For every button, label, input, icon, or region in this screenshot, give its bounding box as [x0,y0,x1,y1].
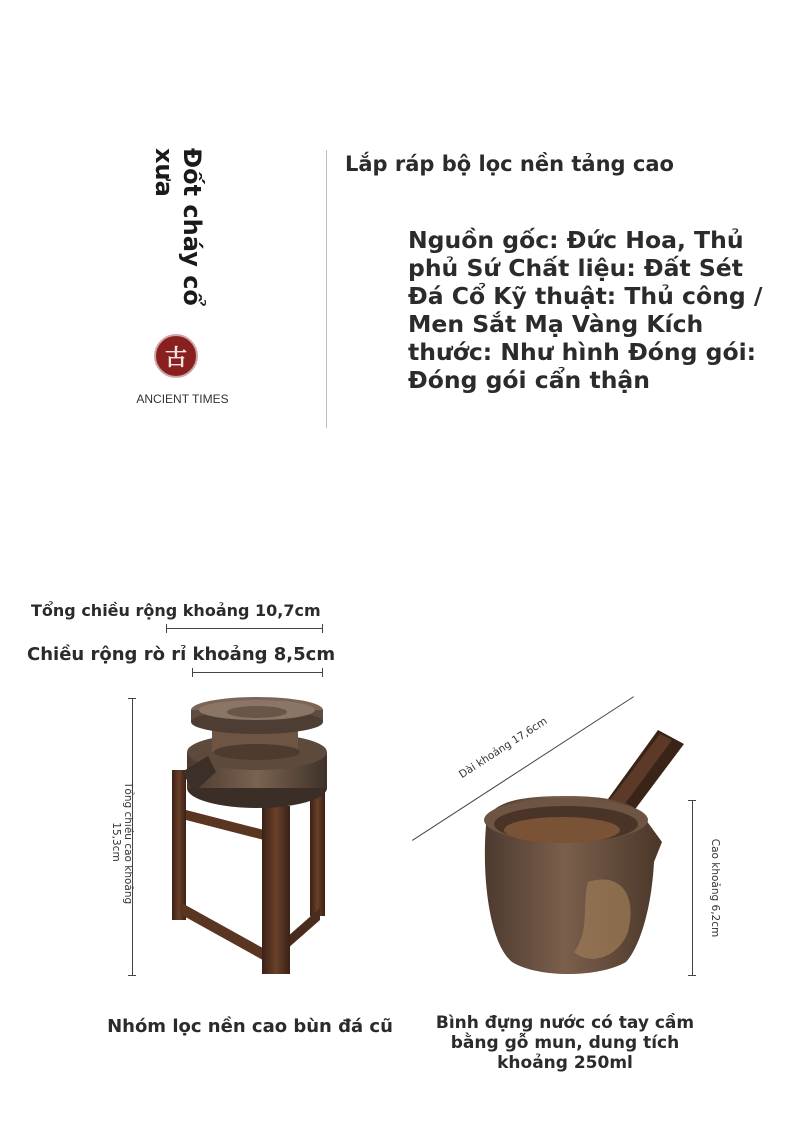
total-height-tick-top [128,698,136,699]
total-height-tick-bottom [128,975,136,976]
section-heading: Lắp ráp bộ lọc nền tảng cao [345,152,674,176]
product-specification: Nguồn gốc: Đức Hoa, Thủ phủ Sứ Chất liệu: Đất Sét Đá Cổ Kỹ thuật: Thủ công / Men Sắt Mạ Vàng Kích thước: Như hình Đóng gói: Đóng gói cẩn thận [408,226,763,394]
total-width-label: Tổng chiều rộng khoảng 10,7cm [31,601,321,620]
height-label: Cao khoảng 6,2cm [709,838,721,938]
total-height-label [110,782,134,905]
filter-caption: Nhóm lọc nền cao bùn đá cũ [107,1016,393,1037]
height-tick-top [688,800,696,801]
pitcher-image [478,722,688,980]
leak-width-tick-right [322,668,323,677]
brand-seal-logo [154,334,198,378]
brand-latin-name: ANCIENT TIMES [136,392,229,406]
leak-width-line [192,672,323,673]
total-width-line [166,628,323,629]
seal-character: 古 [164,345,187,371]
pitcher-caption: Bình đựng nước có tay cầm bằng gỗ mun, dung tích khoảng 250ml [435,1013,695,1073]
header-divider [326,150,327,428]
stone-filter-image [160,690,335,980]
total-height-label-text: Tổng chiều cao khoảng 15,3cm [110,782,134,905]
brand-vertical-title: Đốt cháy cổ xưa [150,148,206,306]
leak-width-tick-left [192,668,193,677]
height-tick-bottom [688,975,696,976]
total-width-tick-left [166,624,167,633]
height-line [692,800,693,976]
length-label: Dài khoảng 17,6cm [456,715,550,781]
total-width-tick-right [322,624,323,633]
leak-width-label: Chiều rộng rò rỉ khoảng 8,5cm [27,644,336,665]
